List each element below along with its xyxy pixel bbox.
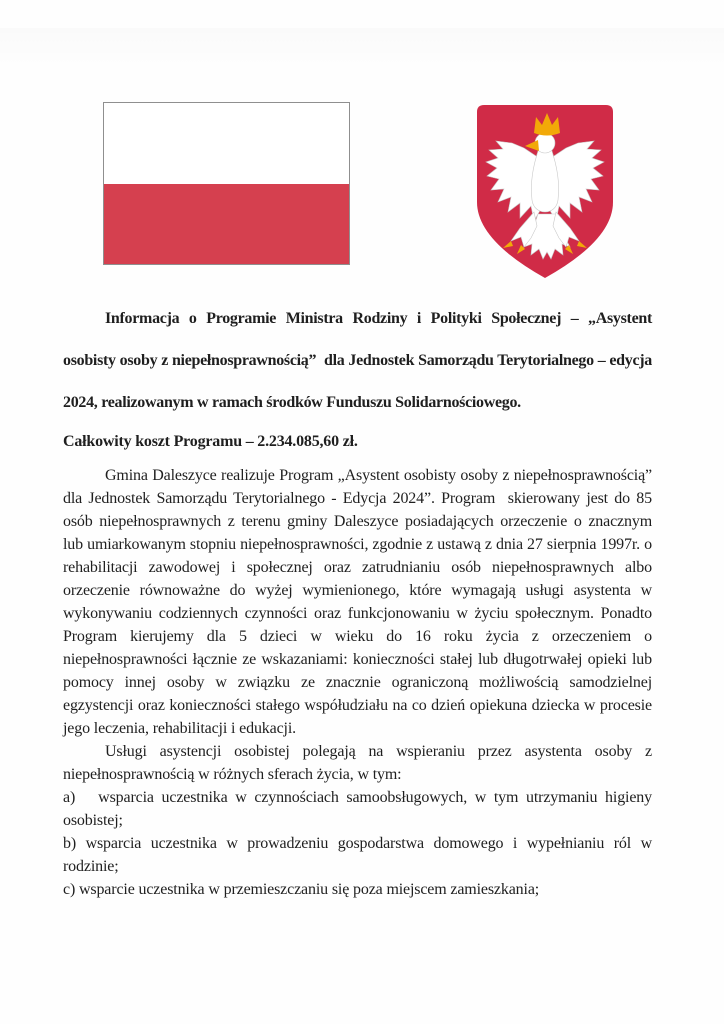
document-text-block [63, 298, 660, 901]
poland-coat-of-arms-icon [472, 102, 618, 282]
document-header [0, 0, 724, 290]
program-total-cost-line: Całkowity koszt Programu – 2.234.085,60 zł. [63, 433, 358, 450]
list-item-b: b) wsparcia uczestnika w prowadzeniu gospodarstwa domowego i wypełnianiu ról w rodzinie; [63, 835, 656, 875]
paragraph-program-description: Gmina Daleszyce realizuje Program „Asystent osobisty osoby z niepełnosprawnością” dla Jednostek Samorządu Terytorialnego - Edycja 2024”. Program skierowany jest do 85 osób niepełnosprawnych z terenu gminy Daleszyce posiadających orzeczenie o znacznym lub umiarkowanym stopniu niepełnosprawności, zgodnie z ustawą z dnia 27 sierpnia 1997r. o rehabilitacji zawodowej i społecznej oraz zatrudnianiu osób niepełnosprawnych albo orzeczenie równoważne do wyżej wymienionego, które wymagają usługi asystenta w wykonywaniu codziennych czynności oraz funkcjonowaniu w życiu społecznym. Ponadto Program kierujemy dla 5 dzieci w wieku do 16 roku życia z orzeczeniem o niepełnosprawności łącznie ze wskazaniami: konieczności stałej lub długotrwałej opieki lub pomocy innej osoby w związku ze znacznie ograniczoną możliwością samodzielnej egzystencji oraz konieczności stałego współudziału na co dzień opiekuna dziecka w procesie jego leczenia, rehabilitacji i edukacji. [63, 467, 660, 737]
flag-white-stripe [104, 103, 349, 184]
list-item-c: c) wsparcie uczestnika w przemieszczaniu się poza miejscem zamieszkania; [63, 881, 540, 898]
program-title-paragraph: Informacja o Programie Ministra Rodziny i Polityki Społecznej – „Asystent osobisty osoby z niepełnosprawnością” dla Jednostek Samorządu Terytorialnego – edycja 2024, realizowanym w ramach środków Funduszu Solidarnościowego. [63, 310, 656, 411]
flag-red-stripe [104, 184, 349, 265]
list-item-a: a) wsparcia uczestnika w czynnościach samoobsługowych, w tym utrzymaniu higieny osobistej; [63, 789, 656, 829]
paragraph-services-intro: Usługi asystencji osobistej polegają na wspieraniu przez asystenta osoby z niepełnosprawnością w różnych sferach życia, w tym: [63, 743, 656, 783]
poland-flag-image [103, 102, 350, 265]
